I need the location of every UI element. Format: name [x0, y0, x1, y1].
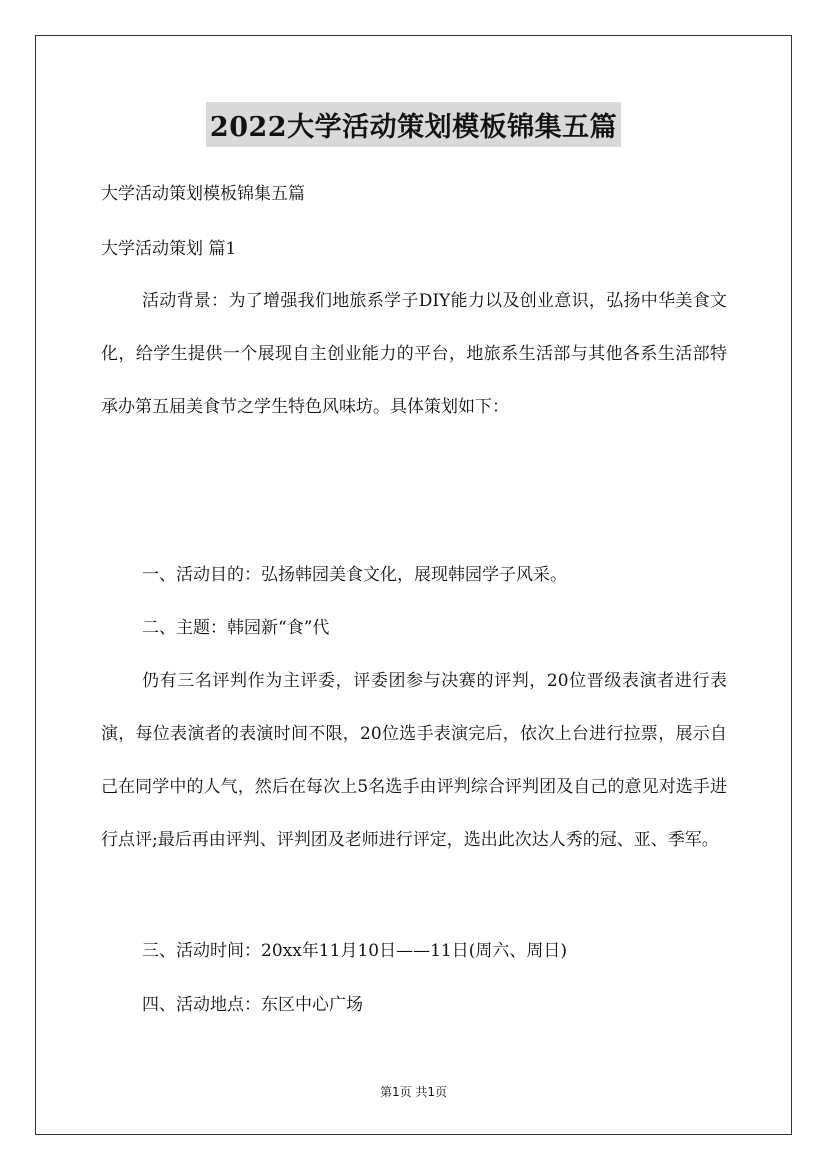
paragraph-time: 三、活动时间：20xx年11月10日——11日(周六、周日) — [142, 941, 567, 961]
paragraph-theme: 二、主题：韩园新“食”代 — [142, 618, 330, 638]
paragraph-background: 活动背景：为了增强我们地旅系学子DIY能力以及创业意识，弘扬中华美食文化，给学生提供一个展现自主创业能力的平台，地旅系生活部与其他各系生活部特承办第五届美食节之学生特色风味坊。具体策划如下： — [101, 291, 727, 417]
paragraph-location: 四、活动地点：东区中心广场 — [142, 995, 363, 1015]
document-subtitle: 大学活动策划模板锦集五篇 — [101, 184, 305, 204]
document-title: 2022大学活动策划模板锦集五篇 — [206, 102, 621, 147]
title-container — [0, 102, 827, 147]
paragraph-purpose: 一、活动目的：弘扬韩园美食文化，展现韩园学子风采。 — [142, 565, 567, 585]
section-heading: 大学活动策划 篇1 — [101, 239, 237, 259]
page-footer: 第1页 共1页 — [379, 1085, 448, 1099]
paragraph-judging: 仍有三名评判作为主评委，评委团参与决赛的评判，20位晋级表演者进行表演，每位表演者的表演时间不限，20位选手表演完后，依次上台进行拉票，展示自己在同学中的人气，然后在每次上5名选手由评判综合评判团及自己的意见对选手进行点评;最后再由评判、评判团及老师进行评定，选出此次达人秀的冠、亚、季军。 — [101, 671, 727, 850]
